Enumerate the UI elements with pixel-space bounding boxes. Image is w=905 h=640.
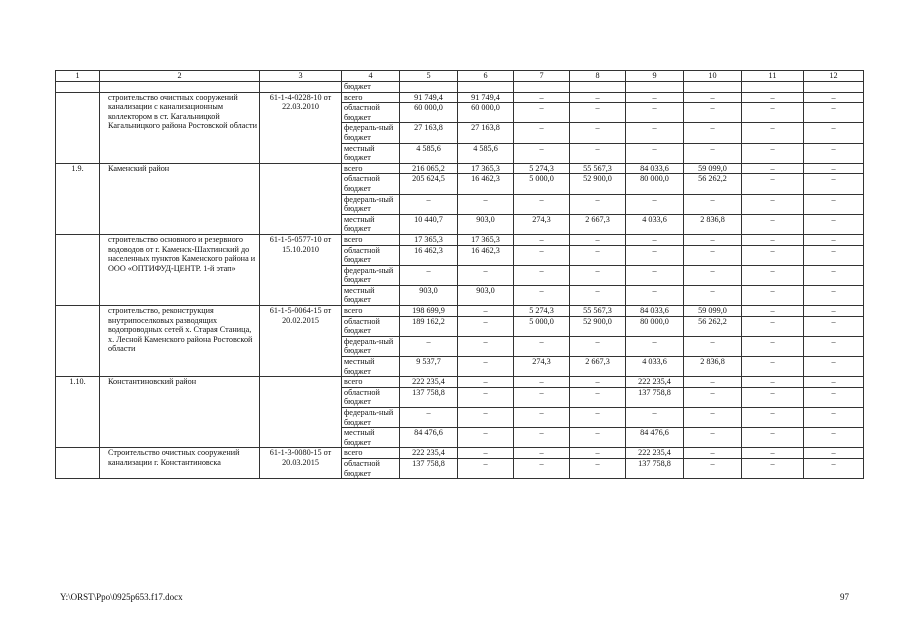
table-row bbox=[56, 163, 864, 174]
amount-cell: 5 000,0 bbox=[514, 316, 570, 336]
object-name-cell: Строительство очистных сооружений канализации г. Константиновска bbox=[100, 448, 260, 479]
amount-cell: – bbox=[742, 265, 804, 285]
funding-source-cell: местный бюджет bbox=[342, 357, 400, 377]
amount-cell: – bbox=[742, 194, 804, 214]
object-name-cell: строительство основного и резервного водоводов от г. Каменск-Шахтинский до населенных пунктов Каменского района и ООО «ОПТИФУД-ЦЕНТР. 1-й этап» bbox=[100, 234, 260, 305]
table-row bbox=[56, 306, 864, 317]
funding-source-cell: всего bbox=[342, 234, 400, 245]
funding-source-cell: федераль-ный бюджет bbox=[342, 123, 400, 143]
amount-cell: 2 836,8 bbox=[684, 214, 742, 234]
amount-cell: – bbox=[626, 123, 684, 143]
amount-cell: – bbox=[570, 285, 626, 305]
amount-cell: – bbox=[514, 234, 570, 245]
column-header: 10 bbox=[684, 71, 742, 82]
amount-cell: – bbox=[804, 387, 864, 407]
amount-cell: 80 000,0 bbox=[626, 316, 684, 336]
funding-source-cell: местный бюджет bbox=[342, 428, 400, 448]
funding-source-cell: местный бюджет bbox=[342, 143, 400, 163]
amount-cell: – bbox=[570, 387, 626, 407]
amount-cell: – bbox=[804, 123, 864, 143]
amount-cell: – bbox=[570, 234, 626, 245]
amount-cell: 4 033,6 bbox=[626, 214, 684, 234]
amount-cell: – bbox=[514, 448, 570, 459]
amount-cell: 903,0 bbox=[458, 285, 514, 305]
amount-cell: – bbox=[804, 234, 864, 245]
item-number-cell bbox=[56, 92, 100, 163]
amount-cell: – bbox=[626, 285, 684, 305]
amount-cell: – bbox=[570, 265, 626, 285]
table-body bbox=[56, 82, 864, 479]
amount-cell: – bbox=[804, 458, 864, 478]
object-name-cell: Константиновский район bbox=[100, 377, 260, 448]
amount-cell: 16 462,3 bbox=[458, 174, 514, 194]
amount-cell: – bbox=[804, 214, 864, 234]
amount-cell: 274,3 bbox=[514, 214, 570, 234]
amount-cell: – bbox=[458, 316, 514, 336]
amount-cell: – bbox=[742, 143, 804, 163]
amount-cell: – bbox=[804, 92, 864, 103]
amount-cell: – bbox=[458, 194, 514, 214]
amount-cell: 17 365,3 bbox=[400, 234, 458, 245]
amount-cell: – bbox=[458, 357, 514, 377]
amount-cell: 2 836,8 bbox=[684, 357, 742, 377]
amount-cell: – bbox=[742, 448, 804, 459]
funding-source-cell: областной бюджет bbox=[342, 387, 400, 407]
amount-cell: – bbox=[570, 245, 626, 265]
amount-cell: 52 900,0 bbox=[570, 316, 626, 336]
amount-cell: 5 274,3 bbox=[514, 306, 570, 317]
amount-cell: – bbox=[804, 408, 864, 428]
amount-cell: – bbox=[570, 194, 626, 214]
amount-cell: – bbox=[742, 377, 804, 388]
funding-source-cell: бюджет bbox=[342, 82, 400, 93]
amount-cell: – bbox=[400, 336, 458, 356]
amount-cell: – bbox=[626, 92, 684, 103]
table-row bbox=[56, 92, 864, 103]
amount-cell: – bbox=[458, 306, 514, 317]
amount-cell: – bbox=[742, 245, 804, 265]
amount-cell: – bbox=[684, 92, 742, 103]
amount-cell: – bbox=[570, 377, 626, 388]
amount-cell: – bbox=[684, 143, 742, 163]
amount-cell: 52 900,0 bbox=[570, 174, 626, 194]
amount-cell: – bbox=[684, 428, 742, 448]
amount-cell: – bbox=[804, 245, 864, 265]
funding-source-cell: всего bbox=[342, 306, 400, 317]
amount-cell: – bbox=[742, 214, 804, 234]
registry-code-cell bbox=[260, 163, 342, 234]
amount-cell: – bbox=[804, 448, 864, 459]
item-number-cell bbox=[56, 448, 100, 479]
amount-cell: – bbox=[458, 387, 514, 407]
amount-cell: 222 235,4 bbox=[626, 448, 684, 459]
amount-cell: 189 162,2 bbox=[400, 316, 458, 336]
amount-cell: – bbox=[804, 174, 864, 194]
amount-cell: 4 585,6 bbox=[458, 143, 514, 163]
table-row bbox=[56, 377, 864, 388]
funding-source-cell: местный бюджет bbox=[342, 285, 400, 305]
amount-cell: – bbox=[742, 306, 804, 317]
amount-cell: – bbox=[684, 234, 742, 245]
amount-cell: – bbox=[570, 336, 626, 356]
column-header: 6 bbox=[458, 71, 514, 82]
amount-cell: – bbox=[514, 143, 570, 163]
amount-cell: – bbox=[514, 285, 570, 305]
amount-cell: – bbox=[804, 163, 864, 174]
amount-cell: 2 667,3 bbox=[570, 357, 626, 377]
amount-cell: – bbox=[742, 103, 804, 123]
amount-cell: 274,3 bbox=[514, 357, 570, 377]
amount-cell: – bbox=[514, 245, 570, 265]
amount-cell: 5 000,0 bbox=[514, 174, 570, 194]
amount-cell: 222 235,4 bbox=[400, 377, 458, 388]
column-number-row bbox=[56, 71, 864, 82]
amount-cell: 10 440,7 bbox=[400, 214, 458, 234]
amount-cell: – bbox=[626, 194, 684, 214]
amount-cell: – bbox=[514, 377, 570, 388]
amount-cell: – bbox=[400, 194, 458, 214]
column-header: 9 bbox=[626, 71, 684, 82]
amount-cell: 59 099,0 bbox=[684, 163, 742, 174]
carry-over-row bbox=[56, 82, 864, 93]
registry-code-cell: 61-1-5-0577-10 от 15.10.2010 bbox=[260, 234, 342, 305]
funding-source-cell: всего bbox=[342, 448, 400, 459]
amount-cell: – bbox=[804, 103, 864, 123]
amount-cell: – bbox=[684, 336, 742, 356]
amount-cell: 84 033,6 bbox=[626, 163, 684, 174]
amount-cell: – bbox=[514, 408, 570, 428]
amount-cell: – bbox=[684, 387, 742, 407]
amount-cell: – bbox=[570, 92, 626, 103]
amount-cell: 27 163,8 bbox=[400, 123, 458, 143]
amount-cell: – bbox=[742, 458, 804, 478]
funding-source-cell: всего bbox=[342, 92, 400, 103]
amount-cell: – bbox=[458, 458, 514, 478]
amount-cell: – bbox=[626, 245, 684, 265]
amount-cell: 4 033,6 bbox=[626, 357, 684, 377]
amount-cell: 137 758,8 bbox=[626, 387, 684, 407]
amount-cell: – bbox=[458, 336, 514, 356]
amount-cell: – bbox=[626, 234, 684, 245]
registry-code-cell: 61-1-4-0228-10 от 22.03.2010 bbox=[260, 92, 342, 163]
amount-cell: – bbox=[742, 163, 804, 174]
amount-cell: 17 365,3 bbox=[458, 234, 514, 245]
funding-source-cell: областной бюджет bbox=[342, 245, 400, 265]
amount-cell: – bbox=[742, 92, 804, 103]
amount-cell: – bbox=[684, 123, 742, 143]
funding-source-cell: местный бюджет bbox=[342, 214, 400, 234]
amount-cell: 60 000,0 bbox=[458, 103, 514, 123]
amount-cell: 216 065,2 bbox=[400, 163, 458, 174]
object-name-cell: строительство, реконструкция внутрипоселковых разводящих водопроводных сетей х. Старая Станица, х. Лесной Каменского района Ростовской области bbox=[100, 306, 260, 377]
amount-cell: – bbox=[684, 408, 742, 428]
amount-cell: – bbox=[458, 408, 514, 428]
amount-cell: – bbox=[684, 194, 742, 214]
amount-cell: 80 000,0 bbox=[626, 174, 684, 194]
amount-cell: 222 235,4 bbox=[400, 448, 458, 459]
registry-code-cell: 61-1-5-0064-15 от 20.02.2015 bbox=[260, 306, 342, 377]
amount-cell: – bbox=[626, 103, 684, 123]
amount-cell: 137 758,8 bbox=[400, 387, 458, 407]
amount-cell: – bbox=[514, 458, 570, 478]
column-header: 8 bbox=[570, 71, 626, 82]
amount-cell: – bbox=[804, 428, 864, 448]
amount-cell: – bbox=[742, 357, 804, 377]
table-row bbox=[56, 234, 864, 245]
item-number-cell: 1.10. bbox=[56, 377, 100, 448]
amount-cell: – bbox=[626, 143, 684, 163]
column-header: 12 bbox=[804, 71, 864, 82]
amount-cell: – bbox=[570, 143, 626, 163]
amount-cell: 137 758,8 bbox=[400, 458, 458, 478]
amount-cell: 59 099,0 bbox=[684, 306, 742, 317]
object-name-cell: Каменский район bbox=[100, 163, 260, 234]
amount-cell: – bbox=[626, 408, 684, 428]
amount-cell: – bbox=[804, 316, 864, 336]
amount-cell: – bbox=[458, 448, 514, 459]
amount-cell: 2 667,3 bbox=[570, 214, 626, 234]
amount-cell: – bbox=[570, 103, 626, 123]
amount-cell: – bbox=[742, 174, 804, 194]
object-name-cell: строительство очистных сооружений канализации с канализационным коллектором в ст. Кагальницкой Кагальницкого района Ростовской области bbox=[100, 92, 260, 163]
column-header: 11 bbox=[742, 71, 804, 82]
amount-cell: – bbox=[804, 265, 864, 285]
amount-cell: – bbox=[742, 123, 804, 143]
column-header: 7 bbox=[514, 71, 570, 82]
file-path: Y:\ORST\Ppo\0925p653.f17.docx bbox=[60, 592, 183, 602]
funding-source-cell: областной бюджет bbox=[342, 103, 400, 123]
amount-cell: 198 699,9 bbox=[400, 306, 458, 317]
amount-cell: – bbox=[458, 377, 514, 388]
amount-cell: – bbox=[684, 458, 742, 478]
amount-cell: – bbox=[742, 336, 804, 356]
amount-cell: 205 624,5 bbox=[400, 174, 458, 194]
amount-cell: 4 585,6 bbox=[400, 143, 458, 163]
amount-cell: – bbox=[514, 336, 570, 356]
amount-cell: – bbox=[514, 387, 570, 407]
item-number-cell: 1.9. bbox=[56, 163, 100, 234]
amount-cell: – bbox=[684, 377, 742, 388]
amount-cell: 91 749,4 bbox=[458, 92, 514, 103]
amount-cell: – bbox=[742, 285, 804, 305]
amount-cell: – bbox=[684, 285, 742, 305]
amount-cell: 56 262,2 bbox=[684, 316, 742, 336]
funding-source-cell: федераль-ный бюджет bbox=[342, 336, 400, 356]
amount-cell: – bbox=[400, 265, 458, 285]
amount-cell: 56 262,2 bbox=[684, 174, 742, 194]
amount-cell: – bbox=[742, 234, 804, 245]
column-header: 2 bbox=[100, 71, 260, 82]
funding-source-cell: областной бюджет bbox=[342, 316, 400, 336]
amount-cell: – bbox=[804, 357, 864, 377]
amount-cell: – bbox=[804, 336, 864, 356]
amount-cell: 16 462,3 bbox=[458, 245, 514, 265]
column-header: 4 bbox=[342, 71, 400, 82]
funding-source-cell: федераль-ный бюджет bbox=[342, 194, 400, 214]
amount-cell: – bbox=[742, 387, 804, 407]
amount-cell: – bbox=[514, 265, 570, 285]
amount-cell: 55 567,3 bbox=[570, 306, 626, 317]
amount-cell: – bbox=[514, 194, 570, 214]
amount-cell: 903,0 bbox=[458, 214, 514, 234]
budget-table bbox=[55, 70, 864, 479]
amount-cell: 84 476,6 bbox=[626, 428, 684, 448]
column-header: 1 bbox=[56, 71, 100, 82]
amount-cell: 27 163,8 bbox=[458, 123, 514, 143]
amount-cell: 16 462,3 bbox=[400, 245, 458, 265]
amount-cell: – bbox=[570, 428, 626, 448]
registry-code-cell bbox=[260, 377, 342, 448]
amount-cell: – bbox=[570, 448, 626, 459]
amount-cell: – bbox=[458, 428, 514, 448]
column-header: 3 bbox=[260, 71, 342, 82]
amount-cell: – bbox=[804, 377, 864, 388]
amount-cell: – bbox=[742, 408, 804, 428]
funding-source-cell: федераль-ный бюджет bbox=[342, 265, 400, 285]
amount-cell: 222 235,4 bbox=[626, 377, 684, 388]
amount-cell: – bbox=[804, 285, 864, 305]
amount-cell: – bbox=[742, 428, 804, 448]
funding-source-cell: областной бюджет bbox=[342, 458, 400, 478]
amount-cell: – bbox=[684, 245, 742, 265]
amount-cell: – bbox=[514, 428, 570, 448]
amount-cell: – bbox=[804, 194, 864, 214]
amount-cell: – bbox=[626, 265, 684, 285]
amount-cell: 84 033,6 bbox=[626, 306, 684, 317]
amount-cell: – bbox=[570, 123, 626, 143]
page-number: 97 bbox=[840, 592, 849, 602]
amount-cell: 5 274,3 bbox=[514, 163, 570, 174]
amount-cell: – bbox=[514, 123, 570, 143]
amount-cell: – bbox=[400, 408, 458, 428]
amount-cell: – bbox=[804, 306, 864, 317]
amount-cell: 9 537,7 bbox=[400, 357, 458, 377]
funding-source-cell: всего bbox=[342, 377, 400, 388]
amount-cell: – bbox=[570, 408, 626, 428]
amount-cell: – bbox=[514, 92, 570, 103]
amount-cell: – bbox=[570, 458, 626, 478]
amount-cell: 17 365,3 bbox=[458, 163, 514, 174]
item-number-cell bbox=[56, 234, 100, 305]
amount-cell: – bbox=[458, 265, 514, 285]
item-number-cell bbox=[56, 306, 100, 377]
amount-cell: 84 476,6 bbox=[400, 428, 458, 448]
amount-cell: 903,0 bbox=[400, 285, 458, 305]
amount-cell: 137 758,8 bbox=[626, 458, 684, 478]
amount-cell: – bbox=[514, 103, 570, 123]
registry-code-cell: 61-1-3-0080-15 от 20.03.2015 bbox=[260, 448, 342, 479]
amount-cell: 55 567,3 bbox=[570, 163, 626, 174]
funding-source-cell: всего bbox=[342, 163, 400, 174]
amount-cell: – bbox=[626, 336, 684, 356]
amount-cell: – bbox=[684, 448, 742, 459]
amount-cell: – bbox=[684, 265, 742, 285]
column-header: 5 bbox=[400, 71, 458, 82]
amount-cell: – bbox=[684, 103, 742, 123]
amount-cell: – bbox=[804, 143, 864, 163]
amount-cell: 91 749,4 bbox=[400, 92, 458, 103]
amount-cell: 60 000,0 bbox=[400, 103, 458, 123]
funding-source-cell: областной бюджет bbox=[342, 174, 400, 194]
funding-source-cell: федераль-ный бюджет bbox=[342, 408, 400, 428]
table-row bbox=[56, 448, 864, 459]
amount-cell: – bbox=[742, 316, 804, 336]
